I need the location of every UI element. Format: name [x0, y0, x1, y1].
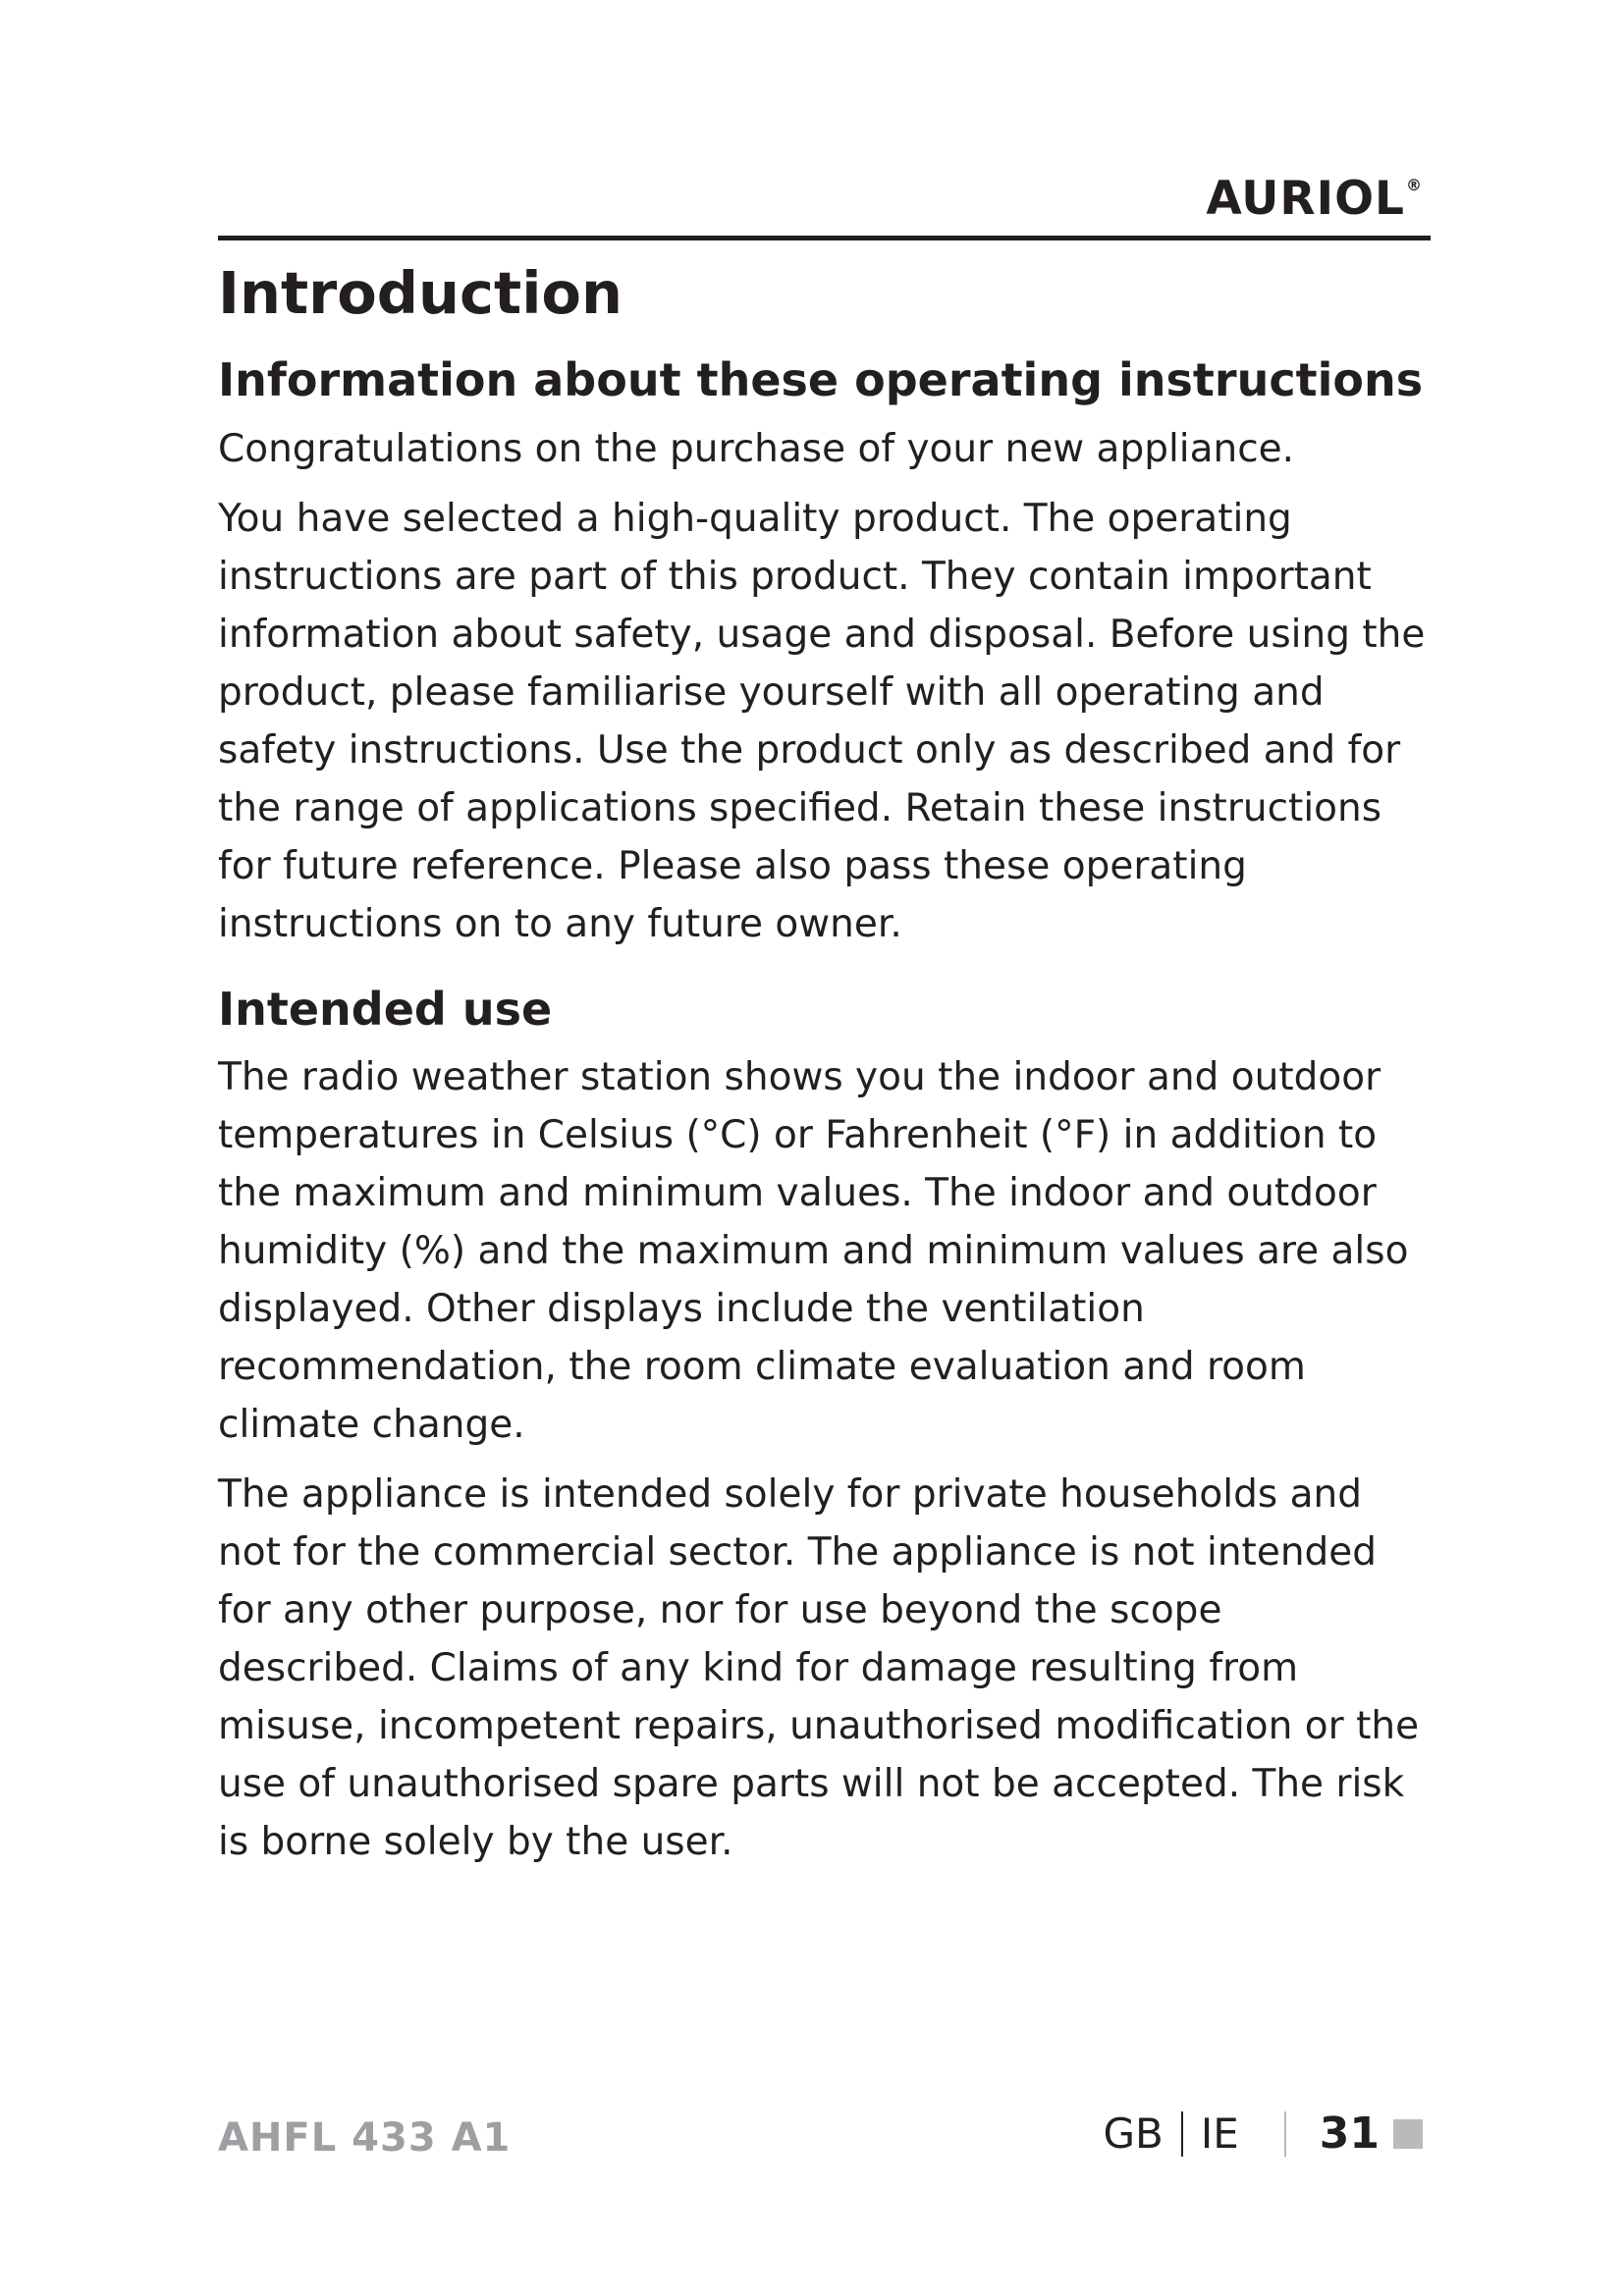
paragraph: Congratulations on the purchase of your new appliance.	[218, 426, 1295, 471]
paragraph: The appliance is intended solely for private households and not for the commercial sector. The appliance is not intended for any other purpose, nor for use beyond the scope described. Claims of any kind for damage resulting from misuse, incompetent repairs, unauthorised modification or the use of unauthorised spare parts will not be accepted. The risk is borne solely by the user.	[218, 1472, 1420, 1865]
registered-mark: ®	[1406, 176, 1423, 194]
brand-name: AURIOL	[1206, 172, 1405, 226]
brand-logo	[1206, 172, 1423, 226]
section-heading-info: Information about these operating instructions	[218, 352, 1424, 406]
divider	[1284, 2111, 1286, 2157]
page-number: 31	[1319, 2109, 1380, 2159]
page-footer	[1103, 2109, 1423, 2159]
language-gb: GB	[1103, 2109, 1164, 2158]
page-marker-icon	[1393, 2119, 1423, 2149]
language-ie: IE	[1200, 2109, 1239, 2158]
paragraph: You have selected a high-quality product. The operating instructions are part of this product. They contain important information about safety, usage and disposal. Before using the product, please familiarise yourself with all operating and safety instructions. Use the product only as described and for the range of applications specified. Retain these instructions for future reference. Please also pass these operating instructions on to any future owner.	[218, 496, 1426, 946]
section-heading-intended-use: Intended use	[218, 982, 553, 1036]
page-content	[218, 257, 1431, 1883]
model-number: AHFL 433 A1	[218, 2115, 512, 2161]
divider	[1181, 2111, 1183, 2157]
page-title: Introduction	[218, 259, 623, 327]
header-rule	[218, 236, 1431, 240]
paragraph: The radio weather station shows you the indoor and outdoor temperatures in Celsius (°C) or Fahrenheit (°F) in addition to the maximum and minimum values. The indoor and outdoor humidity (%) and the maximum and minimum values are also displayed. Other displays include the ventilation recommendation, the room climate evaluation and room climate change.	[218, 1055, 1409, 1448]
